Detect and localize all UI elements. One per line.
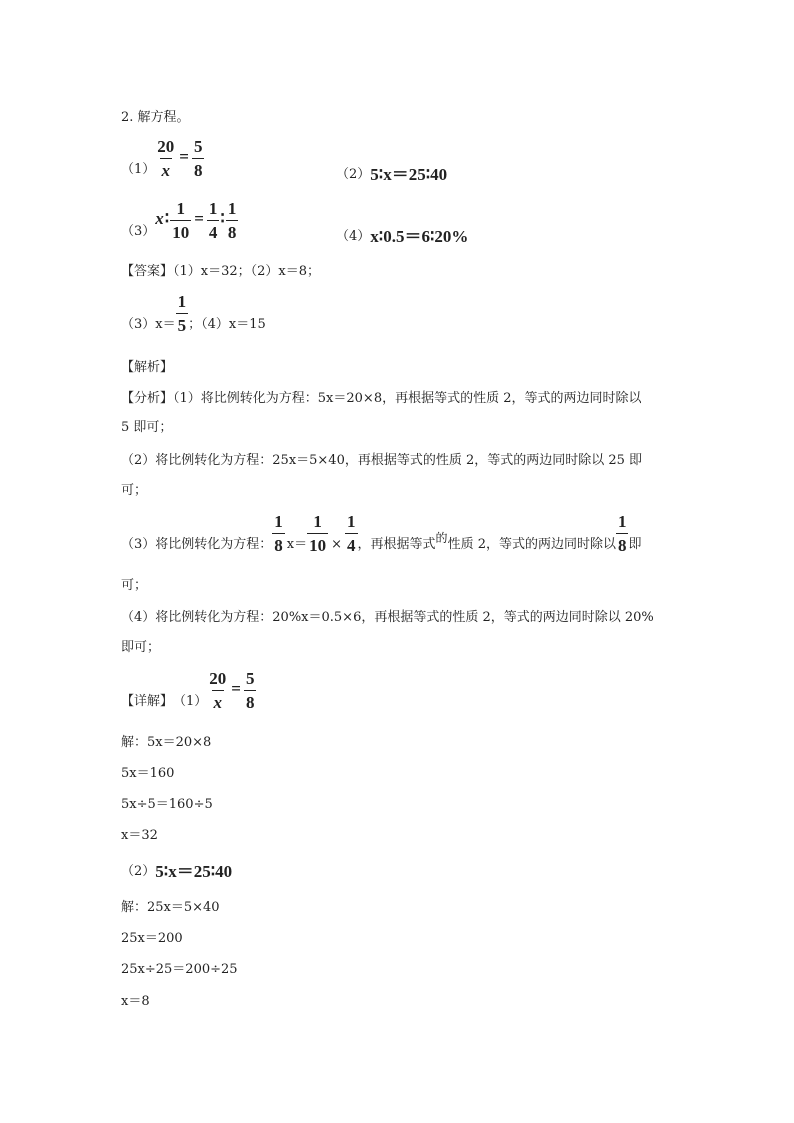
denominator: 8: [616, 533, 629, 554]
analysis-tag: 【解析】: [121, 360, 174, 375]
answer-line-2: [121, 293, 266, 334]
answer-text: （1）x＝32；（2）x＝8；: [173, 264, 321, 279]
problem-item-1: [121, 138, 204, 179]
item-label: （3）: [121, 224, 156, 239]
answer-text: （3）x＝: [121, 317, 176, 332]
answer-line-1: [121, 260, 320, 279]
denominator: 8: [192, 158, 205, 179]
equation: 5∶x＝25∶40: [155, 862, 233, 881]
detail-tag: 【详解】: [121, 694, 174, 709]
numerator: 20: [157, 137, 175, 156]
item-label: （4）: [336, 229, 371, 244]
solution-step: 5x＝160: [121, 766, 175, 781]
problem-item-3: [121, 200, 238, 241]
equation: x∶0.5＝6∶20%: [370, 227, 469, 246]
equation: 5∶x＝25∶40: [370, 165, 448, 184]
fraction: [207, 670, 228, 711]
equals-sign: =: [194, 209, 204, 228]
numerator: 5: [245, 669, 255, 688]
denominator: x: [160, 158, 173, 179]
analysis-p4-cont: 即可；: [121, 640, 161, 655]
fraction: [176, 293, 189, 334]
detail-heading-2: [121, 857, 232, 882]
numerator: 1: [227, 199, 237, 218]
numerator: 1: [208, 199, 218, 218]
solution-step: x＝8: [121, 994, 150, 1009]
item-label: （2）: [336, 167, 371, 182]
numerator: 1: [347, 512, 356, 531]
analysis-text: （3）将比例转化为方程：: [121, 537, 273, 552]
numerator: 1: [177, 292, 187, 311]
problem-title: 解方程。: [137, 110, 190, 125]
problem-heading: [121, 106, 190, 125]
numerator: 1: [313, 512, 322, 531]
item-label: （1）: [121, 162, 156, 177]
fraction: [616, 513, 629, 554]
denominator: 8: [244, 690, 257, 711]
denominator: 10: [307, 533, 328, 554]
solution-step: 25x＝200: [121, 931, 183, 946]
equals-sign: =: [179, 147, 189, 166]
detail-heading-1: [121, 670, 256, 711]
analysis-text: （1）将比例转化为方程：5x＝20×8，再根据等式的性质 2，等式的两边同时除以: [173, 391, 642, 406]
analysis-p2: （2）将比例转化为方程：25x＝5×40，再根据等式的性质 2，等式的两边同时除以 25 即: [121, 453, 643, 468]
fraction: [244, 670, 257, 711]
detail-label: （2）: [121, 864, 156, 879]
analysis-p3: [121, 513, 641, 554]
solution-step: 5x÷5＝160÷5: [121, 797, 213, 812]
solution-step: x＝32: [121, 828, 158, 843]
variable: x: [155, 209, 164, 228]
problem-number: 2.: [121, 110, 134, 125]
ratio-sign: ∶: [164, 209, 170, 228]
denominator: 4: [207, 220, 220, 241]
denominator: 5: [176, 313, 189, 334]
fraction: [192, 138, 205, 179]
equals-sign: =: [231, 679, 241, 698]
solution-step: 解：25x＝5×40: [121, 900, 220, 915]
fraction: [345, 513, 358, 554]
analysis-p1: [121, 387, 642, 406]
problem-item-2: [336, 160, 447, 185]
denominator: 8: [272, 533, 285, 554]
denominator: 10: [170, 220, 191, 241]
fraction: [155, 138, 176, 179]
denominator: 4: [345, 533, 358, 554]
ratio-sign: ∶: [220, 209, 225, 228]
fraction: [226, 200, 239, 241]
analysis-text: 性质 2，等式的两边同时除以: [447, 537, 616, 552]
numerator: 5: [193, 137, 203, 156]
analysis-text: ，再根据等式: [357, 537, 436, 552]
analysis-text: 的: [435, 531, 448, 545]
fraction: [307, 513, 328, 554]
fraction: [272, 513, 285, 554]
analysis-text: x＝: [286, 537, 308, 552]
answer-text: ；（4）x＝15: [188, 317, 266, 332]
problem-item-4: [336, 222, 468, 247]
numerator: 1: [617, 512, 627, 531]
fraction: [207, 200, 220, 241]
answer-tag: 【答案】: [121, 264, 174, 279]
analysis-text: 即: [628, 537, 642, 552]
solution-step: 解：5x＝20×8: [121, 735, 212, 750]
denominator: x: [212, 690, 225, 711]
times-sign: ×: [331, 537, 343, 552]
numerator: 1: [274, 512, 283, 531]
analysis-p2-cont: 可；: [121, 483, 148, 498]
analysis-fenxi-tag: 【分析】: [121, 391, 174, 406]
solution-step: 25x÷25＝200÷25: [121, 962, 238, 977]
numerator: 1: [176, 199, 185, 218]
detail-label: （1）: [173, 694, 208, 709]
analysis-p3-cont: 可；: [121, 578, 148, 593]
analysis-p1-cont: 5 即可；: [121, 420, 173, 435]
denominator: 8: [226, 220, 239, 241]
fraction: [170, 200, 191, 241]
numerator: 20: [209, 669, 227, 688]
analysis-p4: （4）将比例转化为方程：20%x＝0.5×6，再根据等式的性质 2，等式的两边同时除以 20%: [121, 610, 654, 625]
